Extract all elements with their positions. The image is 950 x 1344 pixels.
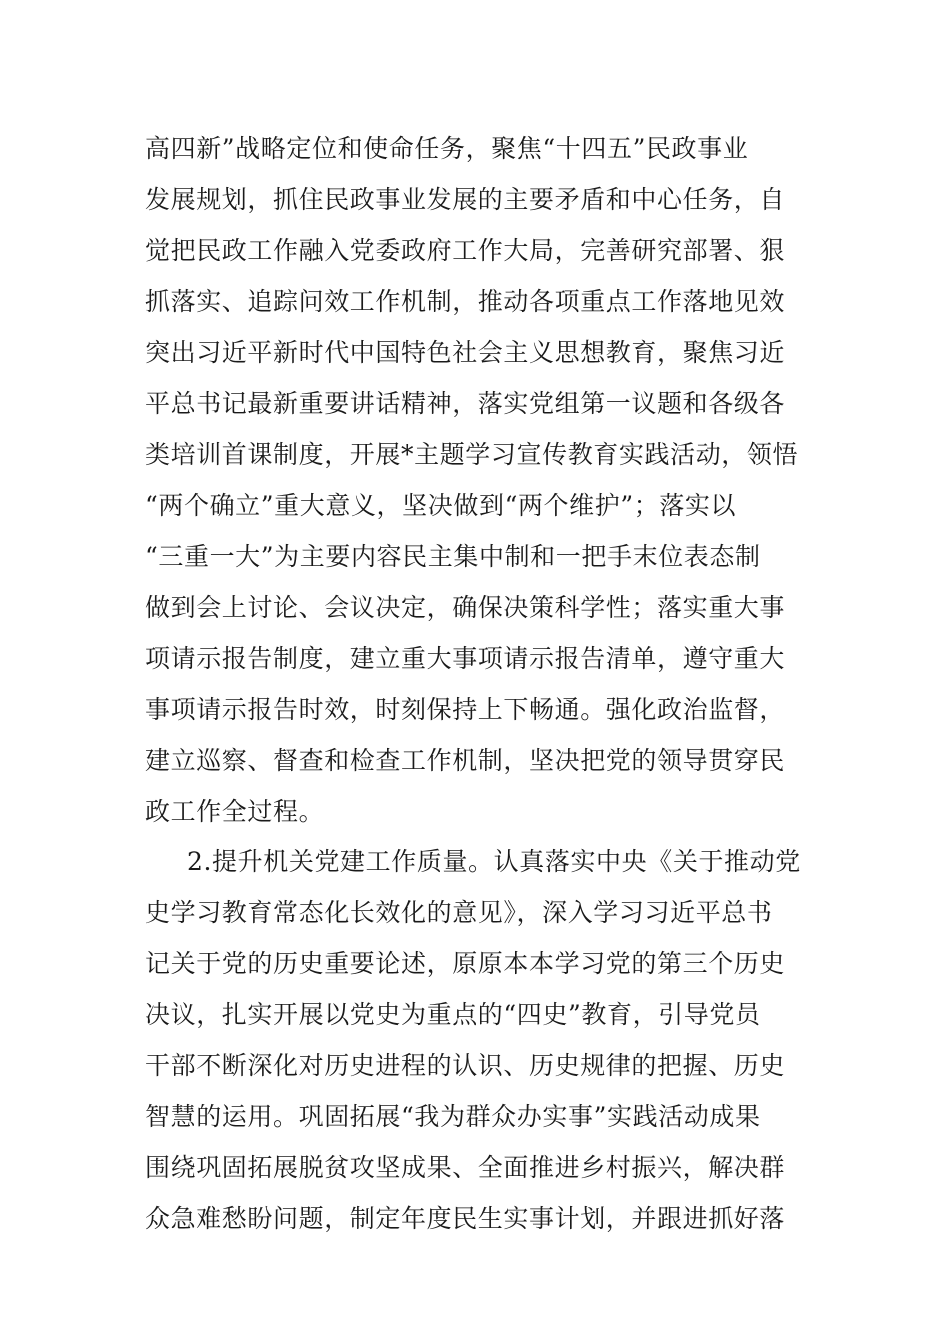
paragraph-line: 抓落实、追踪问效工作机制，推动各项重点工作落地见效 bbox=[145, 287, 786, 316]
paragraph-line: 政工作全过程。 bbox=[145, 797, 325, 826]
paragraph-line: 做到会上讨论、会议决定，确保决策科学性；落实重大事 bbox=[145, 593, 786, 622]
paragraph-line: 类培训首课制度，开展*主题学习宣传教育实践活动，领悟 bbox=[145, 440, 799, 469]
paragraph-line: 2.提升机关党建工作质量。认真落实中央《关于推动党 bbox=[187, 847, 801, 876]
paragraph-line: 围绕巩固拓展脱贫攻坚成果、全面推进乡村振兴，解决群 bbox=[145, 1153, 786, 1182]
paragraph-line: 项请示报告制度，建立重大事项请示报告清单，遵守重大 bbox=[145, 644, 786, 673]
paragraph-line: 平总书记最新重要讲话精神，落实党组第一议题和各级各 bbox=[145, 389, 786, 418]
paragraph-line: 事项请示报告时效，时刻保持上下畅通。强化政治监督， bbox=[145, 695, 786, 724]
paragraph-line: 众急难愁盼问题，制定年度民生实事计划，并跟进抓好落 bbox=[145, 1204, 786, 1233]
paragraph-line: 干部不断深化对历史进程的认识、历史规律的把握、历史 bbox=[145, 1051, 786, 1080]
paragraph-line: “两个确立”重大意义，坚决做到“两个维护”；落实以 bbox=[145, 491, 737, 520]
paragraph-line: 智慧的运用。巩固拓展“我为群众办实事”实践活动成果 bbox=[145, 1102, 761, 1131]
paragraph-line: 发展规划，抓住民政事业发展的主要矛盾和中心任务，自 bbox=[145, 185, 786, 214]
paragraph-line: “三重一大”为主要内容民主集中制和一把手末位表态制 bbox=[145, 542, 761, 571]
paragraph-line: 建立巡察、督查和检查工作机制，坚决把党的领导贯穿民 bbox=[145, 746, 786, 775]
paragraph-line: 记关于党的历史重要论述，原原本本学习党的第三个历史 bbox=[145, 949, 786, 978]
paragraph-line: 高四新”战略定位和使命任务，聚焦“十四五”民政事业 bbox=[145, 134, 749, 163]
paragraph-line: 觉把民政工作融入党委政府工作大局，完善研究部署、狠 bbox=[145, 236, 786, 265]
paragraph-line: 突出习近平新时代中国特色社会主义思想教育，聚焦习近 bbox=[145, 338, 786, 367]
paragraph-line: 决议，扎实开展以党史为重点的“四史”教育，引导党员 bbox=[145, 1000, 761, 1029]
paragraph-line: 史学习教育常态化长效化的意见》，深入学习习近平总书 bbox=[145, 898, 773, 927]
